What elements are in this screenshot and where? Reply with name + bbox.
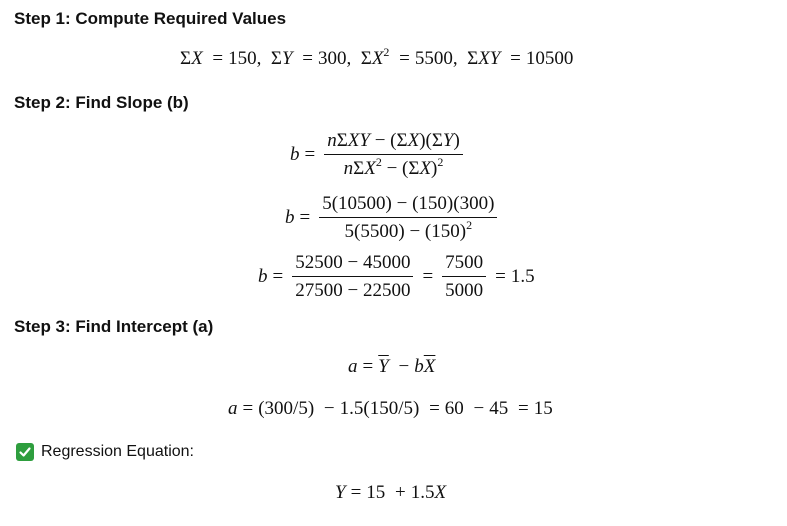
slope-substitution: b = $\frac{5(10500) - (150)(300)}{5(5500) - (150)^2}$ — [285, 193, 501, 243]
regression-equation: Y = 15 + 1.5X — [335, 482, 447, 503]
slope-result: b = $\frac{52500 - 45000}{27500 - 22500}$ = $\frac{7500}{5000}$ = 1.5 — [258, 252, 535, 301]
intercept-calculation: a = (300/5) − 1.5(150/5) = 60 − 45 = 15 — [228, 398, 553, 419]
step2-heading: Step 2: Find Slope (b) — [14, 93, 189, 112]
slope-formula: b = $\frac{\text{nΣXY − (ΣX)(ΣY)}}{n\Sigma X^2 - (\Sigma X)^2}$ — [290, 130, 467, 180]
slope-substitution-fraction: $\frac{5(10500) - (150)(300)}{5(5500) - (150)^2}$ — [319, 193, 497, 243]
step3-heading: Step 3: Find Intercept (a) — [14, 317, 214, 336]
check-mark-icon — [16, 443, 34, 461]
slope-result-fraction-2: $\frac{7500}{5000}$ — [442, 252, 486, 302]
step1-heading: Step 1: Compute Required Values — [14, 9, 287, 28]
regression-equation-heading: Regression Equation: — [41, 443, 194, 460]
sums-equation: ΣX = 150, ΣY = 300, $\Sigma X^2 = 5500$, ΣXY = 10500 — [180, 45, 574, 69]
slope-result-fraction-1: $\frac{52500 - 45000}{27500 - 22500}$ — [292, 252, 413, 302]
intercept-formula: $a = \overline{Y} - b\overline{X}$ — [348, 356, 436, 377]
slope-formula-fraction: $\frac{\text{nΣXY − (ΣX)(ΣY)}}{n\Sigma X^2 - (\Sigma X)^2}$ — [324, 130, 463, 180]
